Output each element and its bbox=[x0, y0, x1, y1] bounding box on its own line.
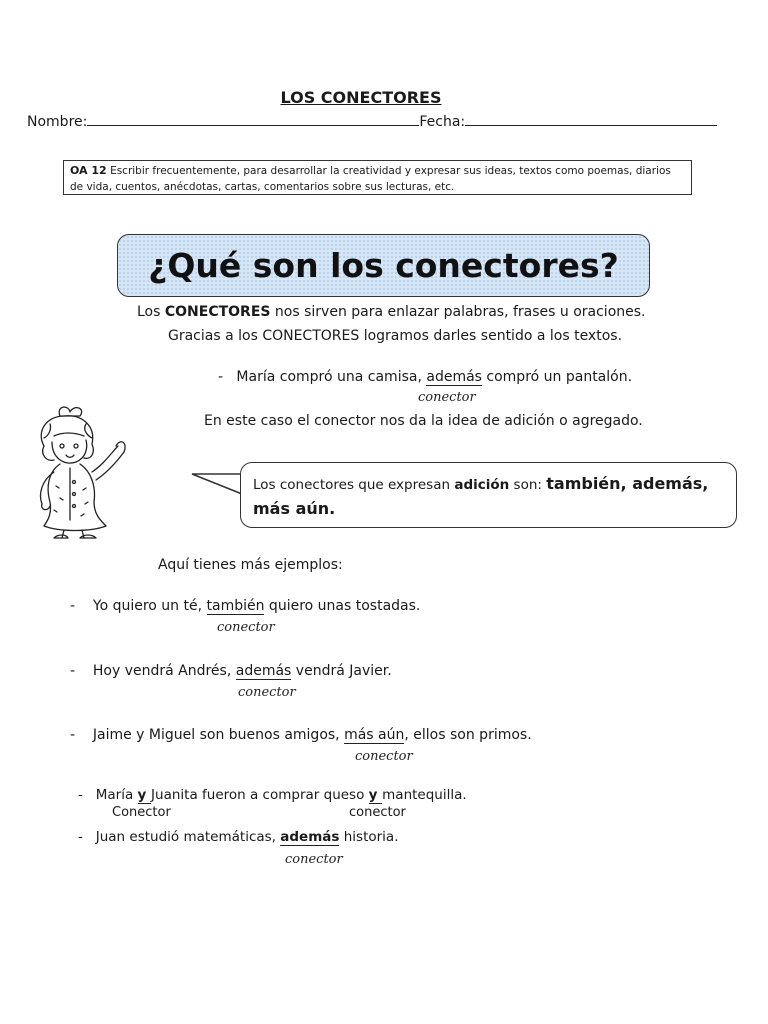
intro-line-2: Gracias a los CONECTORES logramos darles sentido a los textos. bbox=[168, 328, 623, 344]
intro-line-1 bbox=[137, 304, 646, 320]
example-connector: además bbox=[235, 663, 292, 679]
connector-label: conector bbox=[418, 390, 476, 405]
example-connector: también bbox=[206, 598, 265, 614]
example-before: Jaime y Miguel son buenos amigos, bbox=[92, 727, 345, 743]
example-last-row bbox=[78, 829, 399, 845]
example-before: Juan estudió matemáticas, bbox=[95, 829, 281, 845]
example-y-connector-2: y bbox=[368, 787, 383, 803]
example-dash: - bbox=[70, 727, 76, 743]
example-row bbox=[70, 598, 420, 614]
bubble-bold-word: adición bbox=[454, 477, 510, 493]
banner-text: ¿Qué son los conectores? bbox=[148, 246, 619, 285]
example-dash: - bbox=[218, 369, 224, 385]
bubble-connectors-line-1: también, además, bbox=[546, 474, 709, 493]
example-dash: - bbox=[78, 787, 83, 803]
connector-label-2: conector bbox=[349, 805, 406, 820]
name-field-line[interactable] bbox=[87, 110, 419, 126]
example-after: , ellos son primos. bbox=[404, 727, 532, 743]
question-banner bbox=[117, 234, 650, 297]
more-examples-title: Aquí tienes más ejemplos: bbox=[158, 557, 343, 573]
example-after: vendrá Javier. bbox=[291, 663, 392, 679]
speech-bubble bbox=[240, 462, 737, 528]
example-connector: además bbox=[426, 369, 482, 385]
example-connector: más aún bbox=[344, 727, 405, 743]
example-connector: además bbox=[280, 829, 340, 845]
example-row bbox=[70, 727, 532, 743]
girl-illustration bbox=[30, 402, 130, 542]
example-before: Yo quiero un té, bbox=[92, 598, 207, 614]
example-y-part-2: Juanita fueron a comprar queso bbox=[151, 787, 369, 803]
example-before: María compró una camisa, bbox=[236, 369, 427, 385]
objective-text: Escribir frecuentemente, para desarrollar la creatividad y expresar sus ideas, textos como poemas, diarios de vida, cuentos, anécdotas, cartas, comentarios sobre sus lecturas, etc. bbox=[70, 165, 671, 193]
example-y-part-1: María bbox=[95, 787, 138, 803]
bubble-prefix: Los conectores que expresan bbox=[253, 477, 455, 493]
bubble-mid: son: bbox=[509, 477, 547, 493]
main-example bbox=[218, 369, 632, 385]
date-label: Fecha: bbox=[419, 114, 466, 130]
connector-label-1: Conector bbox=[112, 805, 171, 820]
example-dash: - bbox=[70, 663, 76, 679]
example-after: compró un pantalón. bbox=[481, 369, 633, 385]
example-after: historia. bbox=[339, 829, 399, 845]
date-field-line[interactable] bbox=[465, 110, 717, 126]
example-dash: - bbox=[78, 829, 83, 845]
speech-bubble-tail bbox=[190, 470, 244, 500]
example-row bbox=[70, 663, 392, 679]
intro-bold-word: CONECTORES bbox=[164, 304, 271, 320]
example-y-part-3: mantequilla. bbox=[382, 787, 467, 803]
objective-code: OA 12 bbox=[70, 164, 107, 177]
example-before: Hoy vendrá Andrés, bbox=[92, 663, 236, 679]
example-after: quiero unas tostadas. bbox=[264, 598, 421, 614]
example-y-row bbox=[78, 787, 467, 803]
connector-label: conector bbox=[285, 852, 343, 867]
worksheet-title: LOS CONECTORES bbox=[280, 88, 442, 107]
example-y-connector-1: y bbox=[137, 787, 152, 803]
intro-suffix: nos sirven para enlazar palabras, frases u oraciones. bbox=[270, 304, 646, 320]
connector-label: conector bbox=[238, 685, 296, 700]
bubble-connectors-line-2: más aún. bbox=[253, 499, 336, 518]
example-dash: - bbox=[70, 598, 76, 614]
connector-label: conector bbox=[217, 620, 275, 635]
name-label: Nombre: bbox=[27, 114, 88, 130]
explanation-text: En este caso el conector nos da la idea de adición o agregado. bbox=[204, 413, 643, 429]
intro-prefix: Los bbox=[137, 304, 165, 320]
connector-label: conector bbox=[355, 749, 413, 764]
objective-box bbox=[63, 160, 692, 195]
name-date-row bbox=[27, 110, 717, 130]
